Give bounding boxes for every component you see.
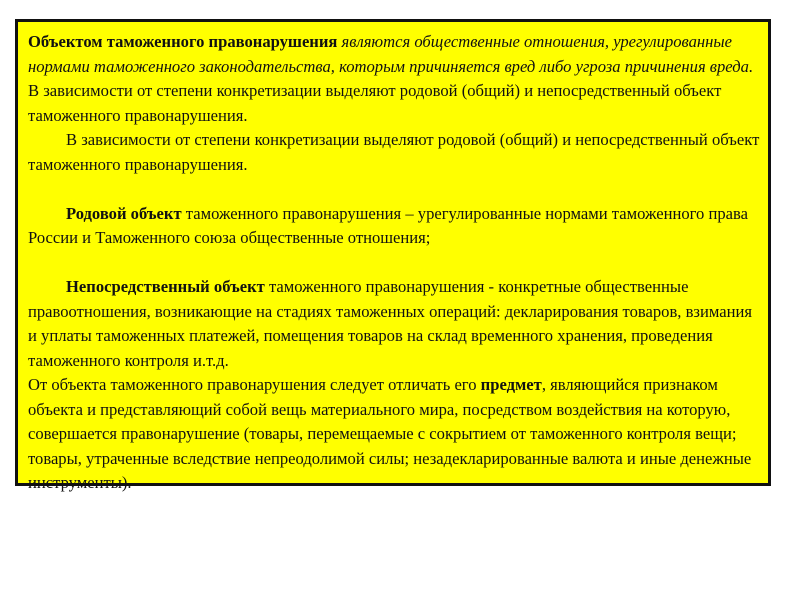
term-subject-matter: предмет [480, 375, 542, 394]
spacer [28, 251, 760, 276]
object-definition-italic: являются общественные отношения, урегулированные нормами таможенного законодательства, которым причиняется вред либо угроза причинения вреда. [28, 32, 754, 76]
definition-text-box [15, 19, 771, 492]
paragraph-generic-object [28, 202, 760, 251]
term-generic-object: Родовой объект [66, 203, 182, 223]
direct-object-text: таможенного правонарушения - конкретные общественные правоотношения, возникающие на стадиях таможенных операций: декларирования товаров, взимания и уплаты таможенных платежей, помещения товаров на склад временного хранения, проведения таможенного контроля и.т.д. [28, 277, 752, 370]
generic-object-text: таможенного правонарушения – урегулированные нормами таможенного права России и Таможенного союза общественные отношения; [28, 203, 749, 247]
subject-matter-before: От объекта таможенного правонарушения следует отличать его [28, 375, 481, 394]
paragraph-subject-matter [28, 373, 760, 496]
paragraph-direct-object [28, 275, 760, 373]
paragraph-object-definition [28, 30, 760, 128]
concretization-text: В зависимости от степени конкретизации выделяют родовой (общий) и непосредственный объект таможенного правонарушения. [28, 130, 760, 174]
term-object: Объектом таможенного правонарушения [28, 32, 338, 51]
spacer [28, 177, 760, 202]
paragraph-concretization [28, 128, 760, 177]
term-direct-object: Непосредственный объект [66, 277, 265, 296]
subject-matter-after: , являющийся признаком объекта и представляющий собой вещь материального мира, посредством воздействия на которую, совершается правонарушение (товары, перемещаемые с сокрытием от таможенного контроля вещи; товары, утраченные вследствие непреодолимой силы; незадекларированные валюта и иные денежные инструменты). [28, 375, 752, 492]
object-definition-rest: В зависимости от степени конкретизации выделяют родовой (общий) и непосредственный объект таможенного правонарушения. [28, 81, 722, 125]
